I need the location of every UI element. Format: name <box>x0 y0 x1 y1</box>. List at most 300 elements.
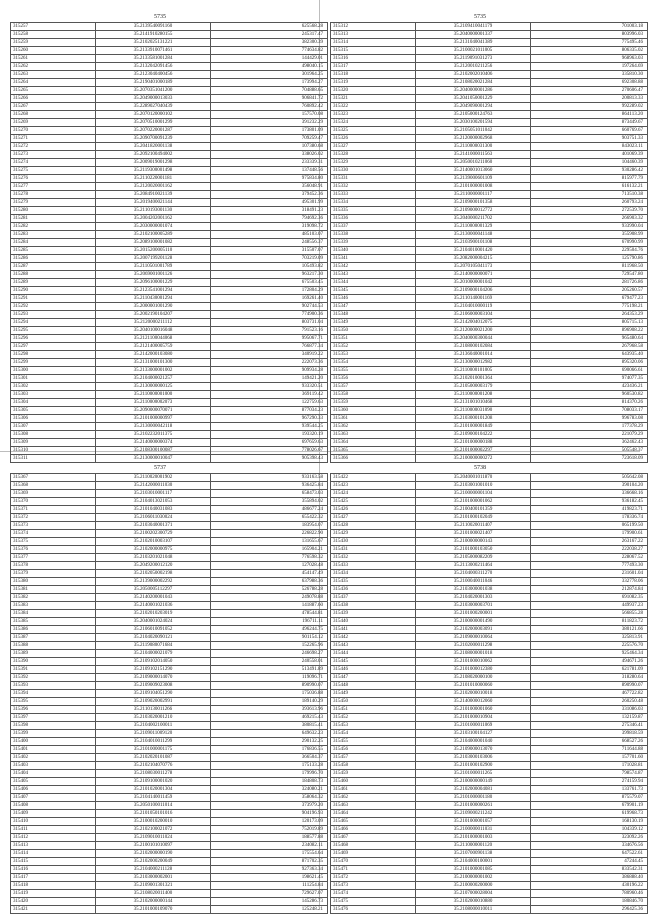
table-row <box>331 506 648 514</box>
table-row <box>331 263 648 271</box>
coordinate-cell: 35.2109000014070 <box>96 674 211 682</box>
value-cell: 729627.07 <box>211 890 328 898</box>
table-row <box>11 239 328 247</box>
value-cell: 234082.11 <box>211 842 328 850</box>
coordinate-cell: 35.2108020021284 <box>416 79 531 87</box>
coordinate-cell: 35.2103900101108 <box>416 239 531 247</box>
table-row <box>11 55 328 63</box>
table-row <box>11 570 328 578</box>
coordinate-cell: 35.2106010091052 <box>96 626 211 634</box>
table-row <box>331 23 648 31</box>
coordinate-cell: 35.2123541001294 <box>96 287 211 295</box>
coordinate-cell: 35.2102000011298 <box>416 642 531 650</box>
coordinate-cell: 35.2119300001498 <box>96 167 211 175</box>
value-cell: 198621.45 <box>211 874 328 882</box>
table-row <box>331 87 648 95</box>
coordinate-cell: 35.2110000001117 <box>416 191 531 199</box>
coordinate-cell: 35.2103020001210 <box>96 714 211 722</box>
value-cell: 274159.94 <box>531 778 648 786</box>
value-cell: 692308.88 <box>531 79 648 87</box>
value-cell: 188577.88 <box>211 834 328 842</box>
point-id-cell: 315375 <box>11 538 96 546</box>
point-id-cell: 315364 <box>331 439 416 447</box>
point-id-cell: 315274 <box>11 159 96 167</box>
value-cell: 963217.30 <box>211 271 328 279</box>
table-row <box>11 399 328 407</box>
value-cell: 179996.70 <box>211 770 328 778</box>
coordinate-cell: 35.2050005112297 <box>96 586 211 594</box>
value-cell: 939544.25 <box>211 423 328 431</box>
coordinate-cell: 35.2109000104206 <box>416 287 531 295</box>
table-row <box>331 802 648 810</box>
table-row <box>331 610 648 618</box>
value-cell: 566855.28 <box>531 610 648 618</box>
table-row <box>11 135 328 143</box>
value-cell: 936182.45 <box>531 498 648 506</box>
point-id-cell: 315312 <box>331 23 416 31</box>
point-id-cell: 315344 <box>331 279 416 287</box>
table-row <box>11 415 328 423</box>
data-table <box>10 473 328 914</box>
point-id-cell: 315342 <box>331 263 416 271</box>
page-top-right <box>330 12 648 463</box>
point-id-cell: 315276 <box>11 175 96 183</box>
value-cell: 264353.29 <box>531 311 648 319</box>
value-cell: 380815.41 <box>211 722 328 730</box>
table-row <box>331 738 648 746</box>
value-cell: 901154.12 <box>211 634 328 642</box>
value-cell: 679901.19 <box>531 802 648 810</box>
point-id-cell: 315400 <box>11 738 96 746</box>
point-id-cell: 315449 <box>331 690 416 698</box>
table-row <box>331 255 648 263</box>
coordinate-cell: 35.2106011030024 <box>96 514 211 522</box>
coordinate-cell: 35.2133910071461 <box>96 47 211 55</box>
coordinate-cell: 35.2142000011030 <box>96 482 211 490</box>
value-cell: 495301.99 <box>211 199 328 207</box>
table-row <box>11 522 328 530</box>
point-id-cell: 315447 <box>331 674 416 682</box>
point-id-cell: 315341 <box>331 255 416 263</box>
table-row <box>331 898 648 906</box>
coordinate-cell: 35.2120000021200 <box>416 327 531 335</box>
coordinate-cell: 35.2139000601109 <box>416 175 531 183</box>
value-cell: 896908.22 <box>531 327 648 335</box>
point-id-cell: 315282 <box>11 223 96 231</box>
coordinate-cell: 35.2041820001138 <box>96 143 211 151</box>
value-cell: 709259.47 <box>211 135 328 143</box>
table-row <box>331 143 648 151</box>
point-id-cell: 315350 <box>331 327 416 335</box>
table-row <box>331 311 648 319</box>
coordinate-cell: 35.2106000003104 <box>416 311 531 319</box>
point-id-cell: 315262 <box>11 63 96 71</box>
table-row <box>331 343 648 351</box>
table-row <box>11 407 328 415</box>
coordinate-cell: 35.2110000001329 <box>416 223 531 231</box>
coordinate-cell: 35.2100010200010 <box>96 818 211 826</box>
point-id-cell: 315411 <box>11 826 96 834</box>
point-id-cell: 315393 <box>11 682 96 690</box>
point-id-cell: 315459 <box>331 770 416 778</box>
table-row <box>331 71 648 79</box>
coordinate-cell: 35.2102002010406 <box>416 71 531 79</box>
coordinate-cell: 35.2090700091239 <box>96 135 211 143</box>
value-cell: 774634.82 <box>211 47 328 55</box>
point-id-cell: 315424 <box>331 490 416 498</box>
table-row <box>11 866 328 874</box>
table-row <box>11 439 328 447</box>
value-cell: 125248.21 <box>211 906 328 914</box>
value-cell: 331086.03 <box>531 706 648 714</box>
coordinate-cell: 35.2104000100001 <box>416 858 531 866</box>
table-row <box>331 530 648 538</box>
table-row <box>331 79 648 87</box>
data-table <box>10 22 328 463</box>
coordinate-cell: 35.2109000101358 <box>416 199 531 207</box>
point-id-cell: 315370 <box>11 498 96 506</box>
table-row <box>331 522 648 530</box>
data-table <box>330 22 648 463</box>
table-row <box>331 31 648 39</box>
value-cell: 760892.42 <box>211 103 328 111</box>
coordinate-cell: 35.2140000012060 <box>416 698 531 706</box>
point-id-cell: 315407 <box>11 794 96 802</box>
point-id-cell: 315307 <box>11 423 96 431</box>
point-id-cell: 315300 <box>11 367 96 375</box>
value-cell: 47244.45 <box>531 858 648 866</box>
value-cell: 290132.25 <box>211 738 328 746</box>
table-row <box>11 71 328 79</box>
table-row <box>11 223 328 231</box>
point-id-cell: 315435 <box>331 578 416 586</box>
value-cell: 229504.76 <box>531 247 648 255</box>
point-id-cell: 315404 <box>11 770 96 778</box>
value-cell: 711644.88 <box>531 746 648 754</box>
coordinate-cell: 35.2139000002292 <box>96 578 211 586</box>
value-cell: 995067.71 <box>211 335 328 343</box>
coordinate-cell: 35.2120000002968 <box>416 135 531 143</box>
coordinate-cell: 35.2102000200049 <box>96 858 211 866</box>
value-cell: 647522.61 <box>531 850 648 858</box>
value-cell: 233339.31 <box>211 159 328 167</box>
point-id-cell: 315368 <box>11 482 96 490</box>
point-id-cell: 315412 <box>11 834 96 842</box>
coordinate-cell: 35.2101000102900 <box>416 762 531 770</box>
coordinate-cell: 35.2040001011870 <box>416 474 531 482</box>
point-id-cell: 315438 <box>331 602 416 610</box>
table-row <box>11 554 328 562</box>
coordinate-cell: 35.2102000004081 <box>416 786 531 794</box>
point-id-cell: 315358 <box>331 391 416 399</box>
value-cell: 933320.51 <box>211 383 328 391</box>
table-row <box>11 39 328 47</box>
table-row <box>11 207 328 215</box>
table-row <box>11 666 328 674</box>
coordinate-cell: 35.2096100001229 <box>96 279 211 287</box>
table-row <box>331 602 648 610</box>
coordinate-cell: 35.2102000010880 <box>416 898 531 906</box>
point-id-cell: 315446 <box>331 666 416 674</box>
value-cell: 619968.73 <box>531 810 648 818</box>
point-id-cell: 315291 <box>11 295 96 303</box>
table-row <box>331 295 648 303</box>
table-row <box>331 778 648 786</box>
value-cell: 380121.66 <box>531 626 648 634</box>
coordinate-cell: 35.2104000021257 <box>96 375 211 383</box>
table-row <box>11 514 328 522</box>
point-id-cell: 315357 <box>331 383 416 391</box>
point-id-cell: 315328 <box>331 151 416 159</box>
value-cell: 805715.13 <box>531 319 648 327</box>
point-id-cell: 315326 <box>331 135 416 143</box>
value-cell: 968963.03 <box>531 55 648 63</box>
value-cell: 933990.04 <box>531 223 648 231</box>
coordinate-cell: 35.2102232011375 <box>96 431 211 439</box>
value-cell: 902744.53 <box>211 303 328 311</box>
table-row <box>11 786 328 794</box>
coordinate-cell: 35.2130000042118 <box>96 423 211 431</box>
table-row <box>11 167 328 175</box>
coordinate-cell: 35.2101000002297 <box>416 447 531 455</box>
point-id-cell: 315258 <box>11 31 96 39</box>
point-id-cell: 315336 <box>331 215 416 223</box>
coordinate-cell: 35.2109020002991 <box>96 698 211 706</box>
table-row <box>11 714 328 722</box>
table-row <box>11 159 328 167</box>
table-row <box>11 626 328 634</box>
value-cell: 145286.73 <box>211 898 328 906</box>
value-cell: 670990.99 <box>531 239 648 247</box>
coordinate-cell: 35.2110430001294 <box>96 295 211 303</box>
table-row <box>331 570 648 578</box>
value-cell: 811968.50 <box>531 263 648 271</box>
coordinate-cell: 35.2000001001290 <box>96 303 211 311</box>
value-cell: 205260.57 <box>531 287 648 295</box>
coordinate-cell: 35.2101000010904 <box>416 714 531 722</box>
table-row <box>11 594 328 602</box>
table-row <box>331 199 648 207</box>
coordinate-cell: 35.2101000001175 <box>96 746 211 754</box>
coordinate-cell: 35.2030000001074 <box>96 223 211 231</box>
value-cell: 249078.88 <box>211 594 328 602</box>
value-cell: 152265.96 <box>211 642 328 650</box>
table-row <box>331 239 648 247</box>
point-id-cell: 315455 <box>331 738 416 746</box>
point-id-cell: 315275 <box>11 167 96 175</box>
value-cell: 393613.96 <box>211 706 328 714</box>
table-row <box>11 538 328 546</box>
coordinate-cell: 35.2101000011265 <box>416 770 531 778</box>
table-row <box>11 610 328 618</box>
value-cell: 196711.11 <box>211 618 328 626</box>
value-cell: 111254.84 <box>211 882 328 890</box>
coordinate-cell: 35.2070351041200 <box>96 87 211 95</box>
value-cell: 356048.91 <box>211 183 328 191</box>
table-row <box>11 143 328 151</box>
table-row <box>331 103 648 111</box>
coordinate-cell: 35.2050100011014 <box>96 802 211 810</box>
point-id-cell: 315261 <box>11 55 96 63</box>
table-row <box>11 506 328 514</box>
value-cell: 132159.87 <box>531 714 648 722</box>
table-row <box>11 95 328 103</box>
value-cell: 794692.36 <box>211 215 328 223</box>
table-row <box>11 79 328 87</box>
value-cell: 873449.67 <box>531 119 648 127</box>
value-cell: 221079.29 <box>531 431 648 439</box>
coordinate-cell: 35.2100202300729 <box>96 530 211 538</box>
coordinate-cell: 35.2107000028004 <box>416 890 531 898</box>
point-id-cell: 315299 <box>11 359 96 367</box>
point-id-cell: 315399 <box>11 730 96 738</box>
point-id-cell: 315293 <box>11 311 96 319</box>
table-row <box>331 642 648 650</box>
point-id-cell: 315421 <box>11 906 96 914</box>
table-row <box>331 858 648 866</box>
table-row <box>331 586 648 594</box>
value-cell: 675503.45 <box>211 279 328 287</box>
point-id-cell: 315403 <box>11 762 96 770</box>
coordinate-cell: 35.2131000101300 <box>96 359 211 367</box>
table-row <box>11 431 328 439</box>
table-row <box>331 770 648 778</box>
coordinate-cell: 35.2103000003701 <box>416 602 531 610</box>
point-id-cell: 315286 <box>11 255 96 263</box>
table-row <box>11 882 328 890</box>
table-row <box>11 658 328 666</box>
coordinate-cell: 35.2119091031273 <box>416 55 531 63</box>
value-cell: 362462.43 <box>531 439 648 447</box>
coordinate-cell: 35.2108020000100 <box>416 674 531 682</box>
table-row <box>331 183 648 191</box>
coordinate-cell: 35.2101040031083 <box>96 506 211 514</box>
coordinate-cell: 35.2109102014050 <box>96 658 211 666</box>
point-id-cell: 315353 <box>331 351 416 359</box>
table-row <box>11 674 328 682</box>
point-id-cell: 315373 <box>11 522 96 530</box>
point-id-cell: 315431 <box>331 546 416 554</box>
value-cell: 245317.47 <box>211 31 328 39</box>
table-row <box>331 167 648 175</box>
point-id-cell: 315397 <box>11 714 96 722</box>
table-row <box>331 874 648 882</box>
value-cell: 065199.50 <box>531 522 648 530</box>
value-cell: 775495.46 <box>531 39 648 47</box>
point-id-cell: 315419 <box>11 890 96 898</box>
table-row <box>331 335 648 343</box>
coordinate-cell: 35.2104000211128 <box>96 866 211 874</box>
value-cell: 177378.29 <box>531 423 648 431</box>
table-row <box>11 423 328 431</box>
value-cell: 621781.09 <box>531 666 648 674</box>
value-cell: 704888.65 <box>211 87 328 95</box>
table-row <box>11 287 328 295</box>
value-cell: 263167.22 <box>531 538 648 546</box>
coordinate-cell: 35.2103001001010 <box>416 482 531 490</box>
point-id-cell: 315335 <box>331 207 416 215</box>
table-row <box>11 255 328 263</box>
value-cell: 875579.07 <box>531 794 648 802</box>
table-row <box>331 447 648 455</box>
coordinate-cell: 35.2141910280155 <box>96 31 211 39</box>
table-row <box>11 343 328 351</box>
table-row <box>11 634 328 642</box>
table-row <box>331 706 648 714</box>
value-cell: 260250.48 <box>531 698 648 706</box>
point-id-cell: 315333 <box>331 191 416 199</box>
value-cell: 776598.32 <box>211 554 328 562</box>
coordinate-cell: 35.2105000082209 <box>416 554 531 562</box>
table-row <box>331 271 648 279</box>
coordinate-cell: 35.2101020001304 <box>96 786 211 794</box>
value-cell: 335810.30 <box>531 71 648 79</box>
coordinate-cell: 35.2140001021036 <box>96 602 211 610</box>
point-id-cell: 315325 <box>331 127 416 135</box>
point-id-cell: 315427 <box>331 514 416 522</box>
value-cell: 690066.61 <box>531 367 648 375</box>
table-row <box>11 383 328 391</box>
table-row <box>11 602 328 610</box>
coordinate-cell: 35.2102010003107 <box>96 538 211 546</box>
value-cell: 296425.36 <box>531 906 648 914</box>
value-cell: 119096.71 <box>211 674 328 682</box>
value-cell: 175554.64 <box>211 850 328 858</box>
coordinate-cell: 35.2136040001014 <box>416 351 531 359</box>
coordinate-cell: 35.2019400021144 <box>96 199 211 207</box>
value-cell: 332778.06 <box>531 578 648 586</box>
value-cell: 454147.49 <box>211 570 328 578</box>
value-cell: 469215.43 <box>211 714 328 722</box>
value-cell: 485103.07 <box>211 231 328 239</box>
point-id-cell: 315310 <box>11 447 96 455</box>
point-id-cell: 315426 <box>331 506 416 514</box>
point-id-cell: 315263 <box>11 71 96 79</box>
point-id-cell: 315445 <box>331 658 416 666</box>
point-id-cell: 315257 <box>11 23 96 31</box>
value-cell: 319098.72 <box>211 223 328 231</box>
coordinate-cell: 35.2109104051290 <box>96 690 211 698</box>
value-cell: 498040.15 <box>211 63 328 71</box>
point-id-cell: 315401 <box>11 746 96 754</box>
coordinate-cell: 35.2105051011042 <box>416 127 531 135</box>
point-id-cell: 315324 <box>331 119 416 127</box>
coordinate-cell: 35.2102050002198 <box>96 570 211 578</box>
value-cell: 127028.48 <box>211 562 328 570</box>
coordinate-cell: 35.2120020001162 <box>96 183 211 191</box>
value-cell: 301964.25 <box>211 71 328 79</box>
value-cell: 336668.16 <box>531 490 648 498</box>
table-row <box>331 375 648 383</box>
coordinate-cell: 35.2015200005110 <box>96 247 211 255</box>
coordinate-cell: 35.2141000011563 <box>416 151 531 159</box>
point-id-cell: 315383 <box>11 602 96 610</box>
point-id-cell: 315298 <box>11 351 96 359</box>
value-cell: 774900.36 <box>211 311 328 319</box>
table-row <box>331 47 648 55</box>
coordinate-cell: 35.2041050001229 <box>416 95 531 103</box>
value-cell: 340919.22 <box>211 351 328 359</box>
coordinate-cell: 35.2139540091160 <box>96 23 211 31</box>
value-cell: 877034.23 <box>211 407 328 415</box>
table-row <box>331 95 648 103</box>
value-cell: 325813.91 <box>531 634 648 642</box>
data-table <box>330 473 648 914</box>
coordinate-cell: 35.2070220001287 <box>96 127 211 135</box>
value-cell: 225576.70 <box>531 642 648 650</box>
table-row <box>331 794 648 802</box>
coordinate-cell: 35.2110140001169 <box>416 295 531 303</box>
